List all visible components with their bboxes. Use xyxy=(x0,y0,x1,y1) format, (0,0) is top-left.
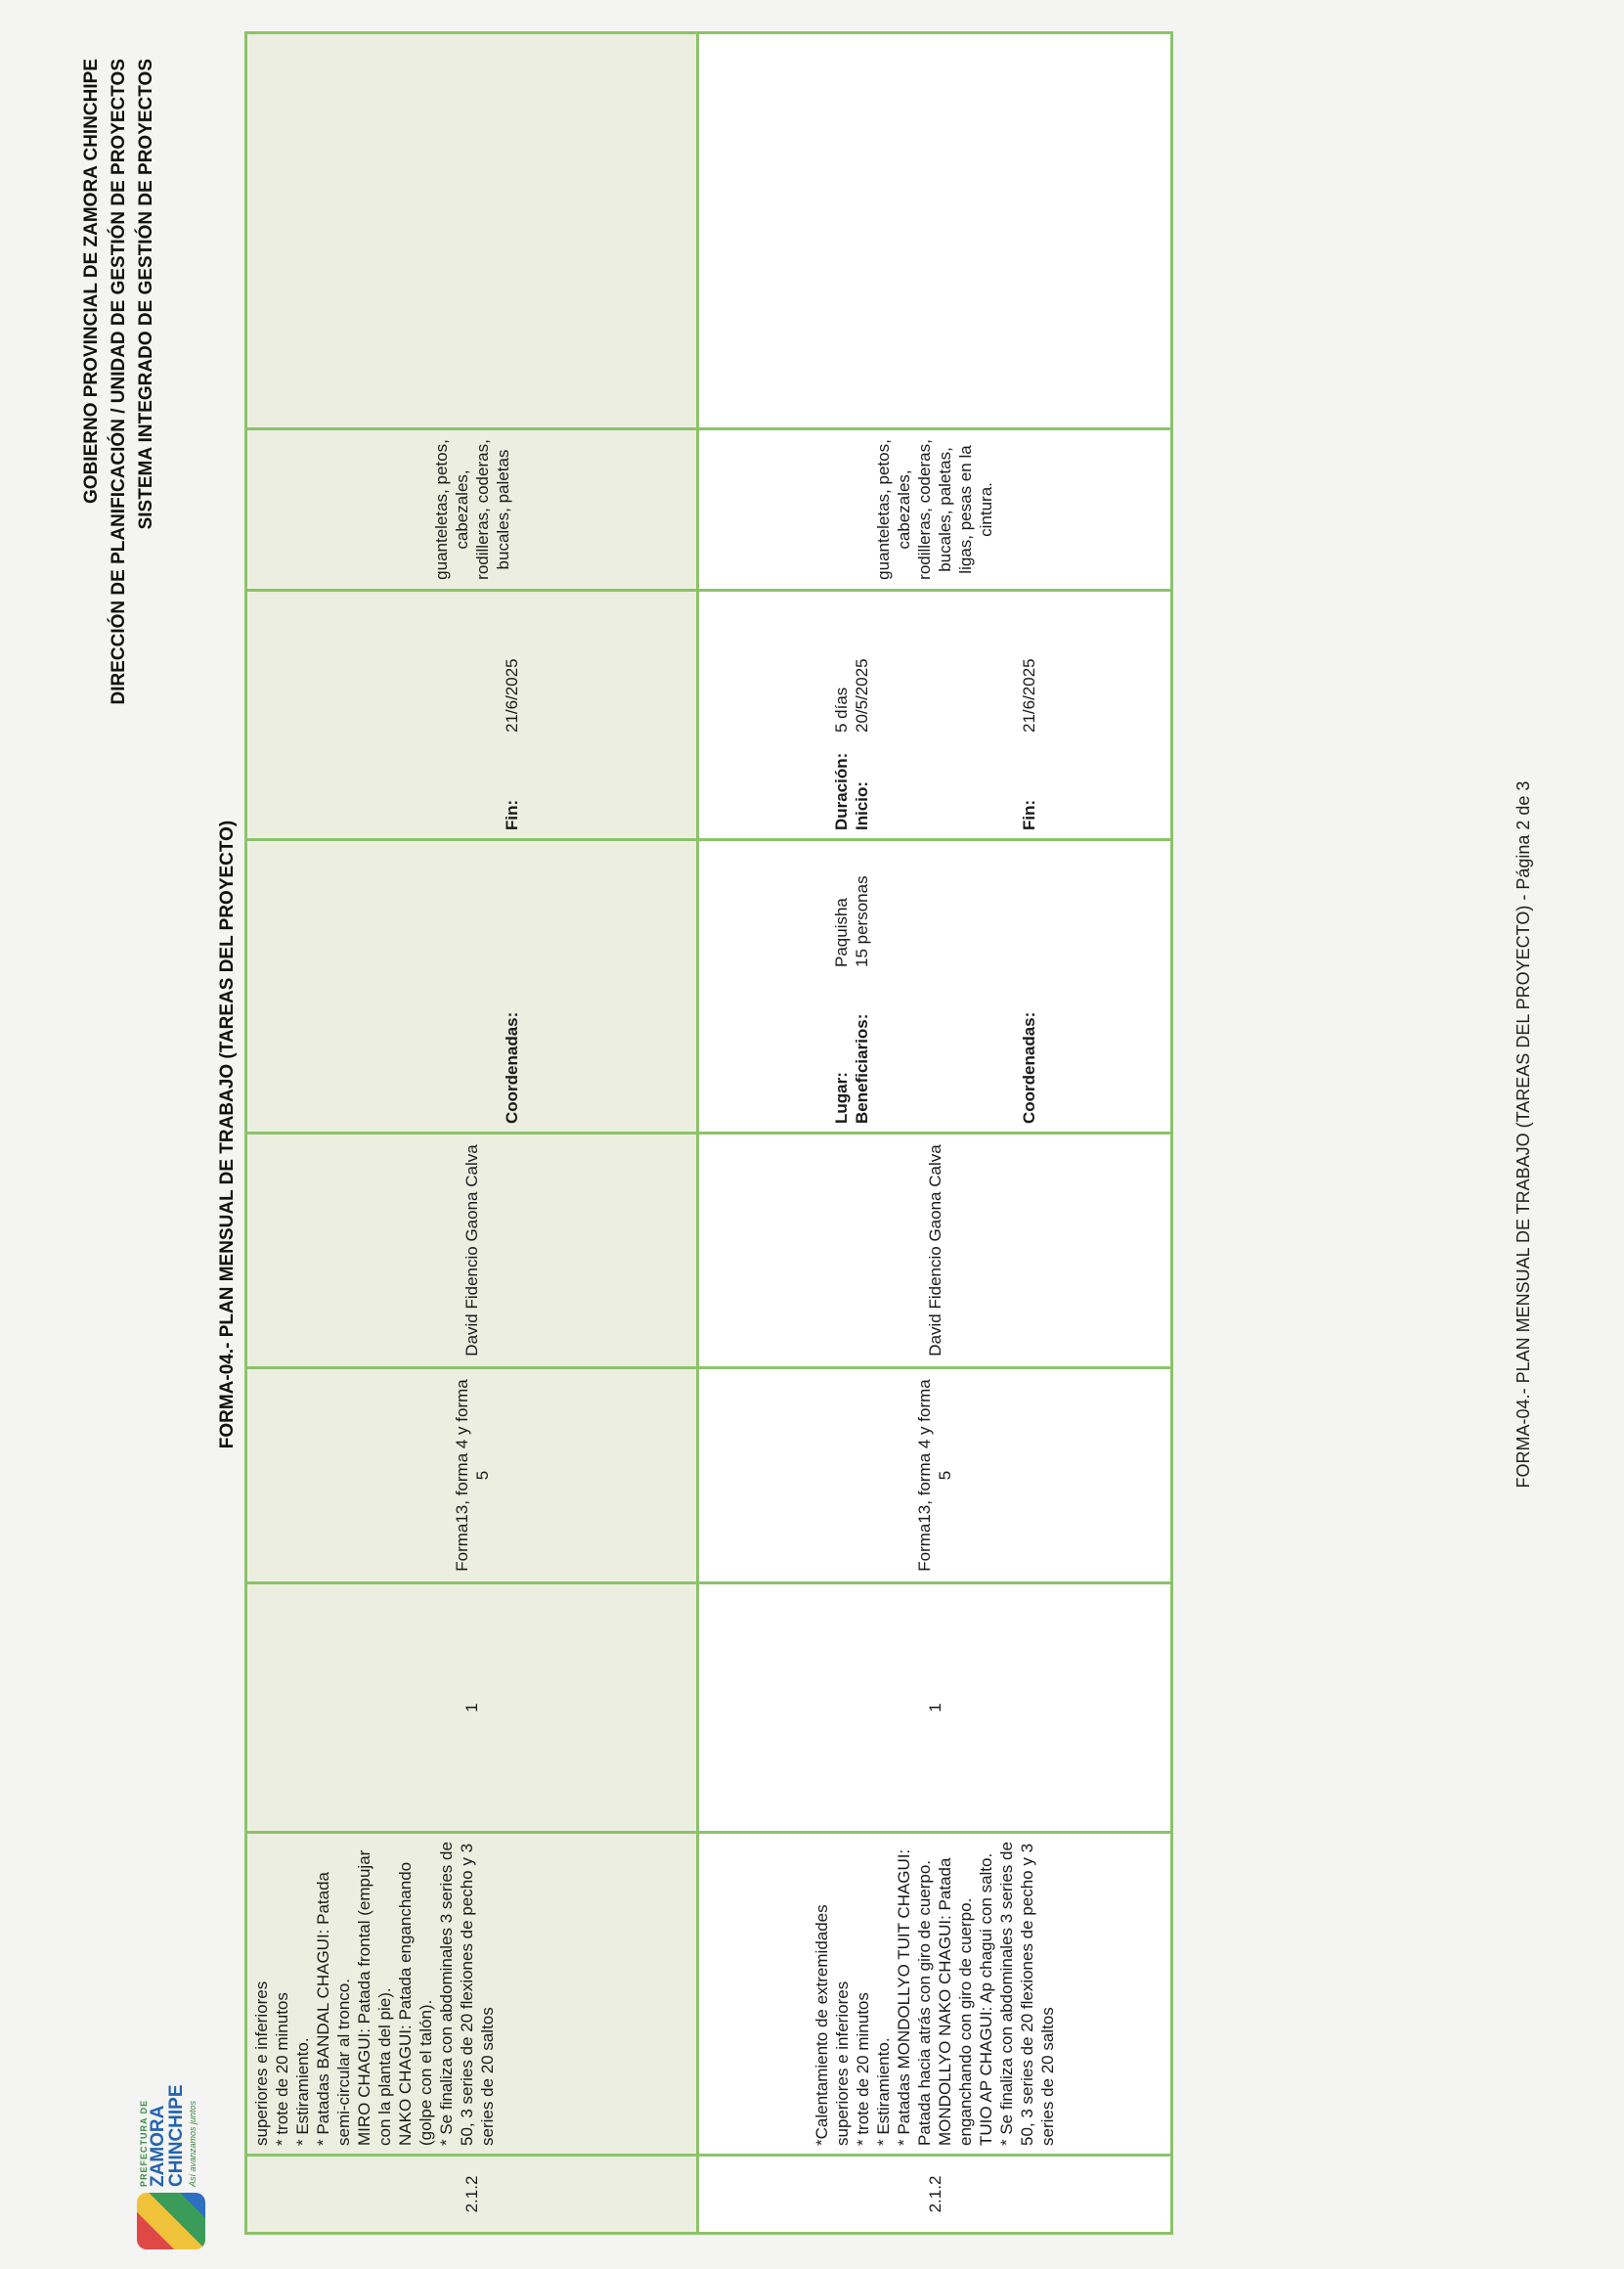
task-location: Lugar:Paquisha Beneficiarios:15 personas Coordenadas: xyxy=(698,840,1172,1134)
header-line-2: DIRECCIÓN DE PLANIFICACIÓN / UNIDAD DE GESTIÓN DE PROYECTOS xyxy=(109,59,129,705)
table-row xyxy=(698,33,1172,2234)
table-row xyxy=(246,33,698,2234)
task-responsible: David Fidencio Gaona Calva xyxy=(698,1134,1172,1368)
task-verification: Forma13, forma 4 y forma 5 xyxy=(246,1368,698,1583)
task-dates: Duración:5 días Inicio:20/5/2025 Fin:21/6/2025 xyxy=(698,591,1172,840)
task-materials: guanteletas, petos, cabezales, rodilleras, coderas, bucales, paletas, ligas, pesas en la cintura. xyxy=(698,429,1172,591)
task-location: Coordenadas: xyxy=(246,840,698,1134)
task-code: 2.1.2 xyxy=(246,2156,698,2234)
page-footer: FORMA-04.- PLAN MENSUAL DE TRABAJO (TAREAS DEL PROYECTO) - Página 2 de 3 xyxy=(1514,780,1533,1489)
page-header xyxy=(78,59,160,939)
logo-slogan: Así avanzamos juntos xyxy=(188,2100,198,2187)
task-notes xyxy=(246,33,698,429)
task-quantity: 1 xyxy=(698,1583,1172,1833)
task-responsible: David Fidencio Gaona Calva xyxy=(246,1134,698,1368)
task-dates: Fin:21/6/2025 xyxy=(246,591,698,840)
header-line-1: GOBIERNO PROVINCIAL DE ZAMORA CHINCHIPE xyxy=(81,59,102,504)
page-title: FORMA-04.- PLAN MENSUAL DE TRABAJO (TAREAS DEL PROYECTO) xyxy=(217,820,238,1449)
logo-top-text: PREFECTURA DE xyxy=(139,2099,149,2187)
task-materials: guanteletas, petos, cabezales, rodilleras, coderas, bucales, paletas xyxy=(246,429,698,591)
task-verification: Forma13, forma 4 y forma 5 xyxy=(698,1368,1172,1583)
logo xyxy=(137,2073,215,2249)
task-code: 2.1.2 xyxy=(698,2156,1172,2234)
task-description: superiores e inferiores * trote de 20 minutos * Estiramiento. * Patadas BANDAL CHAGUI: Patada semi-circular al tronco. MIRO CHAGUI: Patada frontal (empujar con la planta del pie). NAKO CHAGUI: Patada enganchando (golpe con el talón). * Se finaliza con abdominales 3 series de 50, 3 series de 20 flexiones de pecho y 3 series de 20 saltos xyxy=(246,1833,698,2156)
seal-icon xyxy=(137,2193,205,2249)
header-line-3: SISTEMA INTEGRADO DE GESTIÓN DE PROYECTOS xyxy=(136,59,156,530)
tasks-table xyxy=(244,31,1173,2235)
task-quantity: 1 xyxy=(246,1583,698,1833)
logo-name: ZAMORA CHINCHIPE xyxy=(148,2084,187,2187)
task-notes xyxy=(698,33,1172,429)
task-description: *Calentamiento de extremidades superiores e inferiores * trote de 20 minutos * Estiramiento. * Patadas MONDOLLYO TUIT CHAGUI: Patada hacia atrás con giro de cuerpo. MONDOLLYO NAKO CHAGUI: Patada enganchando con giro de cuerpo. TUIO AP CHAGUI: Ap chagui con salto. * Se finaliza con abdominales 3 series de 50, 3 series de 20 flexiones de pecho y 3 series de 20 saltos xyxy=(698,1833,1172,2156)
